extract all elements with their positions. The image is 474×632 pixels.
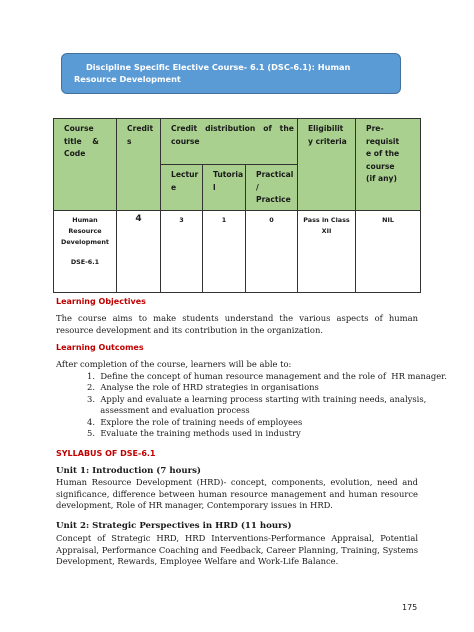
- list-item: 2. Analyse the role of HRD strategies in organisations: [87, 382, 319, 393]
- learning-outcomes-intro: After completion of the course, learners will be able to:: [56, 359, 292, 369]
- banner-line-1: Discipline Specific Elective Course- 6.1 (DSC-6.1): Human: [86, 62, 351, 72]
- unit-1-title: Unit 1: Introduction (7 hours): [56, 466, 202, 476]
- header-credit-distribution: Credit distribution of the course: [161, 119, 298, 165]
- list-item: 4. Explore the role of training needs of employees: [87, 416, 303, 427]
- header-practical: Practical / Practice: [246, 165, 298, 211]
- list-item: 3. Apply and evaluate a learning process starting with training needs, analysis,: [87, 393, 427, 404]
- unit-1-text: Human Resource Development (HRD)- concept, components, evolution, need and significance, difference between human resource management and human resource development, Role of HR manager, Contemporary issues in HRD.: [56, 477, 418, 511]
- unit-2-title: Unit 2: Strategic Perspectives in HRD (11 hours): [56, 521, 292, 531]
- learning-objectives-heading: Learning Objectives: [56, 297, 146, 306]
- cell-eligibility: Pass in Class XII: [298, 211, 356, 293]
- learning-outcomes-list: [87, 371, 447, 439]
- syllabus-heading: SYLLABUS OF DSE-6.1: [56, 449, 156, 458]
- header-tutorial: Tutoria l: [203, 165, 246, 211]
- course-title-banner: [61, 53, 401, 94]
- list-item: 1. Define the concept of human resource management and the role of HR manager.: [87, 371, 447, 381]
- cell-course-title: Human Resource Development DSE-6.1: [54, 211, 117, 293]
- header-lecture: Lectur e: [161, 165, 203, 211]
- banner-line-2: Resource Development: [74, 74, 181, 84]
- course-details-table: [53, 118, 421, 293]
- cell-prerequisite: NIL: [356, 211, 421, 293]
- header-eligibility: Eligibilit y criteria: [298, 119, 356, 211]
- page-number: 175: [402, 603, 418, 612]
- header-credits: Credit s: [117, 119, 161, 211]
- cell-credits: 4: [117, 211, 161, 293]
- header-course-title-code: Course title & Code: [54, 119, 117, 211]
- learning-outcomes-heading: Learning Outcomes: [56, 343, 144, 352]
- course-code: DSE-6.1: [70, 258, 100, 266]
- list-item: assessment and evaluation process: [87, 405, 250, 416]
- list-item: 5. Evaluate the training methods used in industry: [87, 428, 301, 439]
- cell-lecture: 3: [161, 211, 203, 293]
- cell-practical: 0: [246, 211, 298, 293]
- unit-2-text: Concept of Strategic HRD, HRD Interventions-Performance Appraisal, Potential Appraisal, Performance Coaching and Feedback, Career Planning, Training, Systems Development, Rewards, Employee Welfare and Work-Life Balance.: [56, 533, 418, 567]
- header-prerequisite: Pre- requisit e of the course (if any): [356, 119, 421, 211]
- learning-objectives-text: The course aims to make students understand the various aspects of human resource development and its contribution in the organization.: [56, 313, 418, 335]
- cell-tutorial: 1: [203, 211, 246, 293]
